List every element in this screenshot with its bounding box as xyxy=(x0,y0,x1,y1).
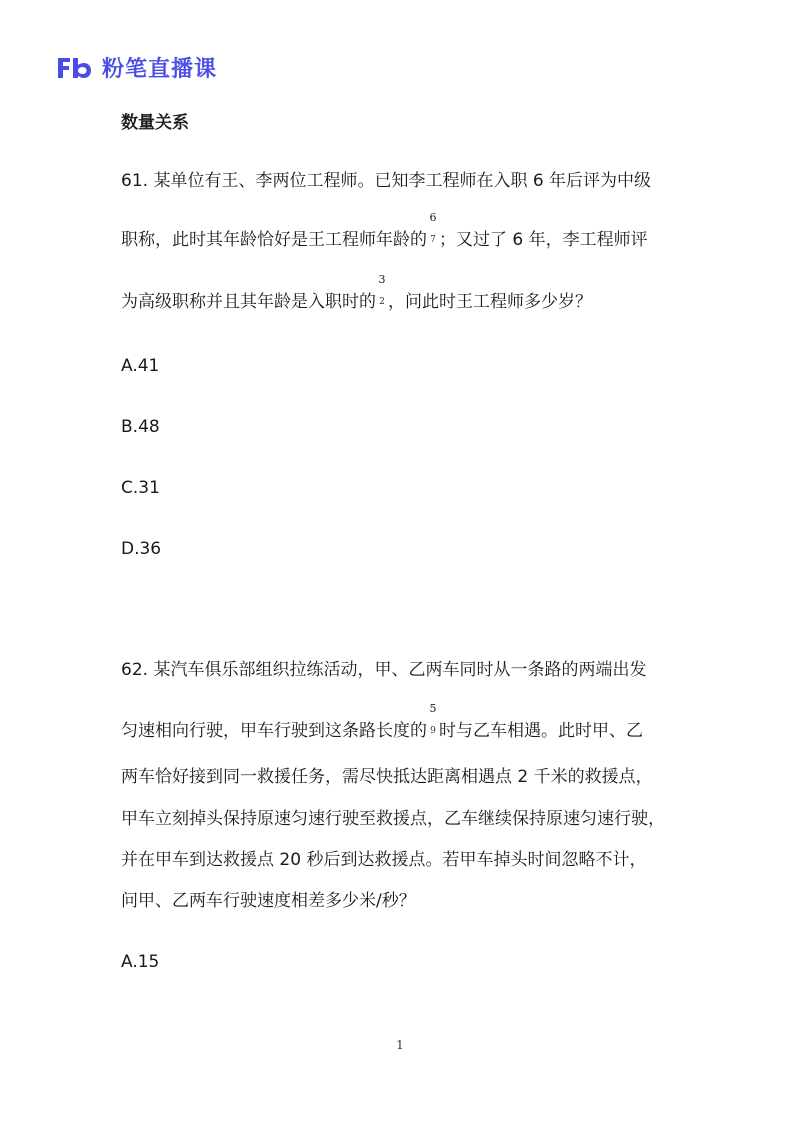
q62-line-6: 问甲、乙两车行驶速度相差多少米/秒？ xyxy=(121,891,416,911)
q61-option-a: A.41 xyxy=(121,356,160,376)
fraction-denominator: 9 xyxy=(430,726,436,736)
q61-line-2-text-b: ；又过了 6 年，李工程师评 xyxy=(439,230,648,250)
q62-option-a: A.15 xyxy=(121,952,160,972)
q61-option-d: D.36 xyxy=(121,539,162,559)
q62-fraction-5-9 xyxy=(428,702,438,742)
q61-option-b: B.48 xyxy=(121,417,160,437)
q61-line-1: 61. 某单位有王、李两位工程师。已知李工程师在入职 6 年后评为中级 xyxy=(121,171,652,191)
q61-line-2-text-a: 职称，此时其年龄恰好是王工程师年龄的 xyxy=(121,230,427,250)
q61-line-3-text-a: 为高级职称并且其年龄是入职时的 xyxy=(121,292,376,312)
q62-line-2-text-b: 时与乙车相遇。此时甲、乙 xyxy=(439,721,643,741)
page-number: 1 xyxy=(396,1038,404,1052)
logo-text: 粉笔直播课 xyxy=(102,56,218,82)
fraction-numerator: 5 xyxy=(429,702,437,715)
q62-line-1: 62. 某汽车俱乐部组织拉练活动，甲、乙两车同时从一条路的两端出发 xyxy=(121,660,647,680)
q62-line-2 xyxy=(121,702,643,742)
brand-logo xyxy=(56,52,217,82)
q61-fraction-3-2 xyxy=(377,273,387,313)
fb-logo-icon xyxy=(56,54,92,80)
q61-line-3 xyxy=(121,273,592,313)
q62-line-2-text-a: 匀速相向行驶，甲车行驶到这条路长度的 xyxy=(121,721,427,741)
q61-line-2 xyxy=(121,211,648,251)
q62-line-4: 甲车立刻掉头保持原速匀速行驶至救援点，乙车继续保持原速匀速行驶， xyxy=(121,809,665,829)
fraction-denominator: 2 xyxy=(379,297,385,307)
q62-line-5: 并在甲车到达救援点 20 秒后到达救援点。若甲车掉头时间忽略不计， xyxy=(121,850,647,870)
q61-fraction-6-7 xyxy=(428,211,438,251)
section-title: 数量关系 xyxy=(121,113,189,133)
q61-option-c: C.31 xyxy=(121,478,160,498)
fraction-denominator: 7 xyxy=(430,235,436,245)
q62-line-3: 两车恰好接到同一救援任务，需尽快抵达距离相遇点 2 千米的救援点， xyxy=(121,767,653,787)
fraction-numerator: 6 xyxy=(429,211,437,224)
fraction-numerator: 3 xyxy=(378,273,386,286)
q61-line-3-text-b: ，问此时王工程师多少岁？ xyxy=(388,292,592,312)
